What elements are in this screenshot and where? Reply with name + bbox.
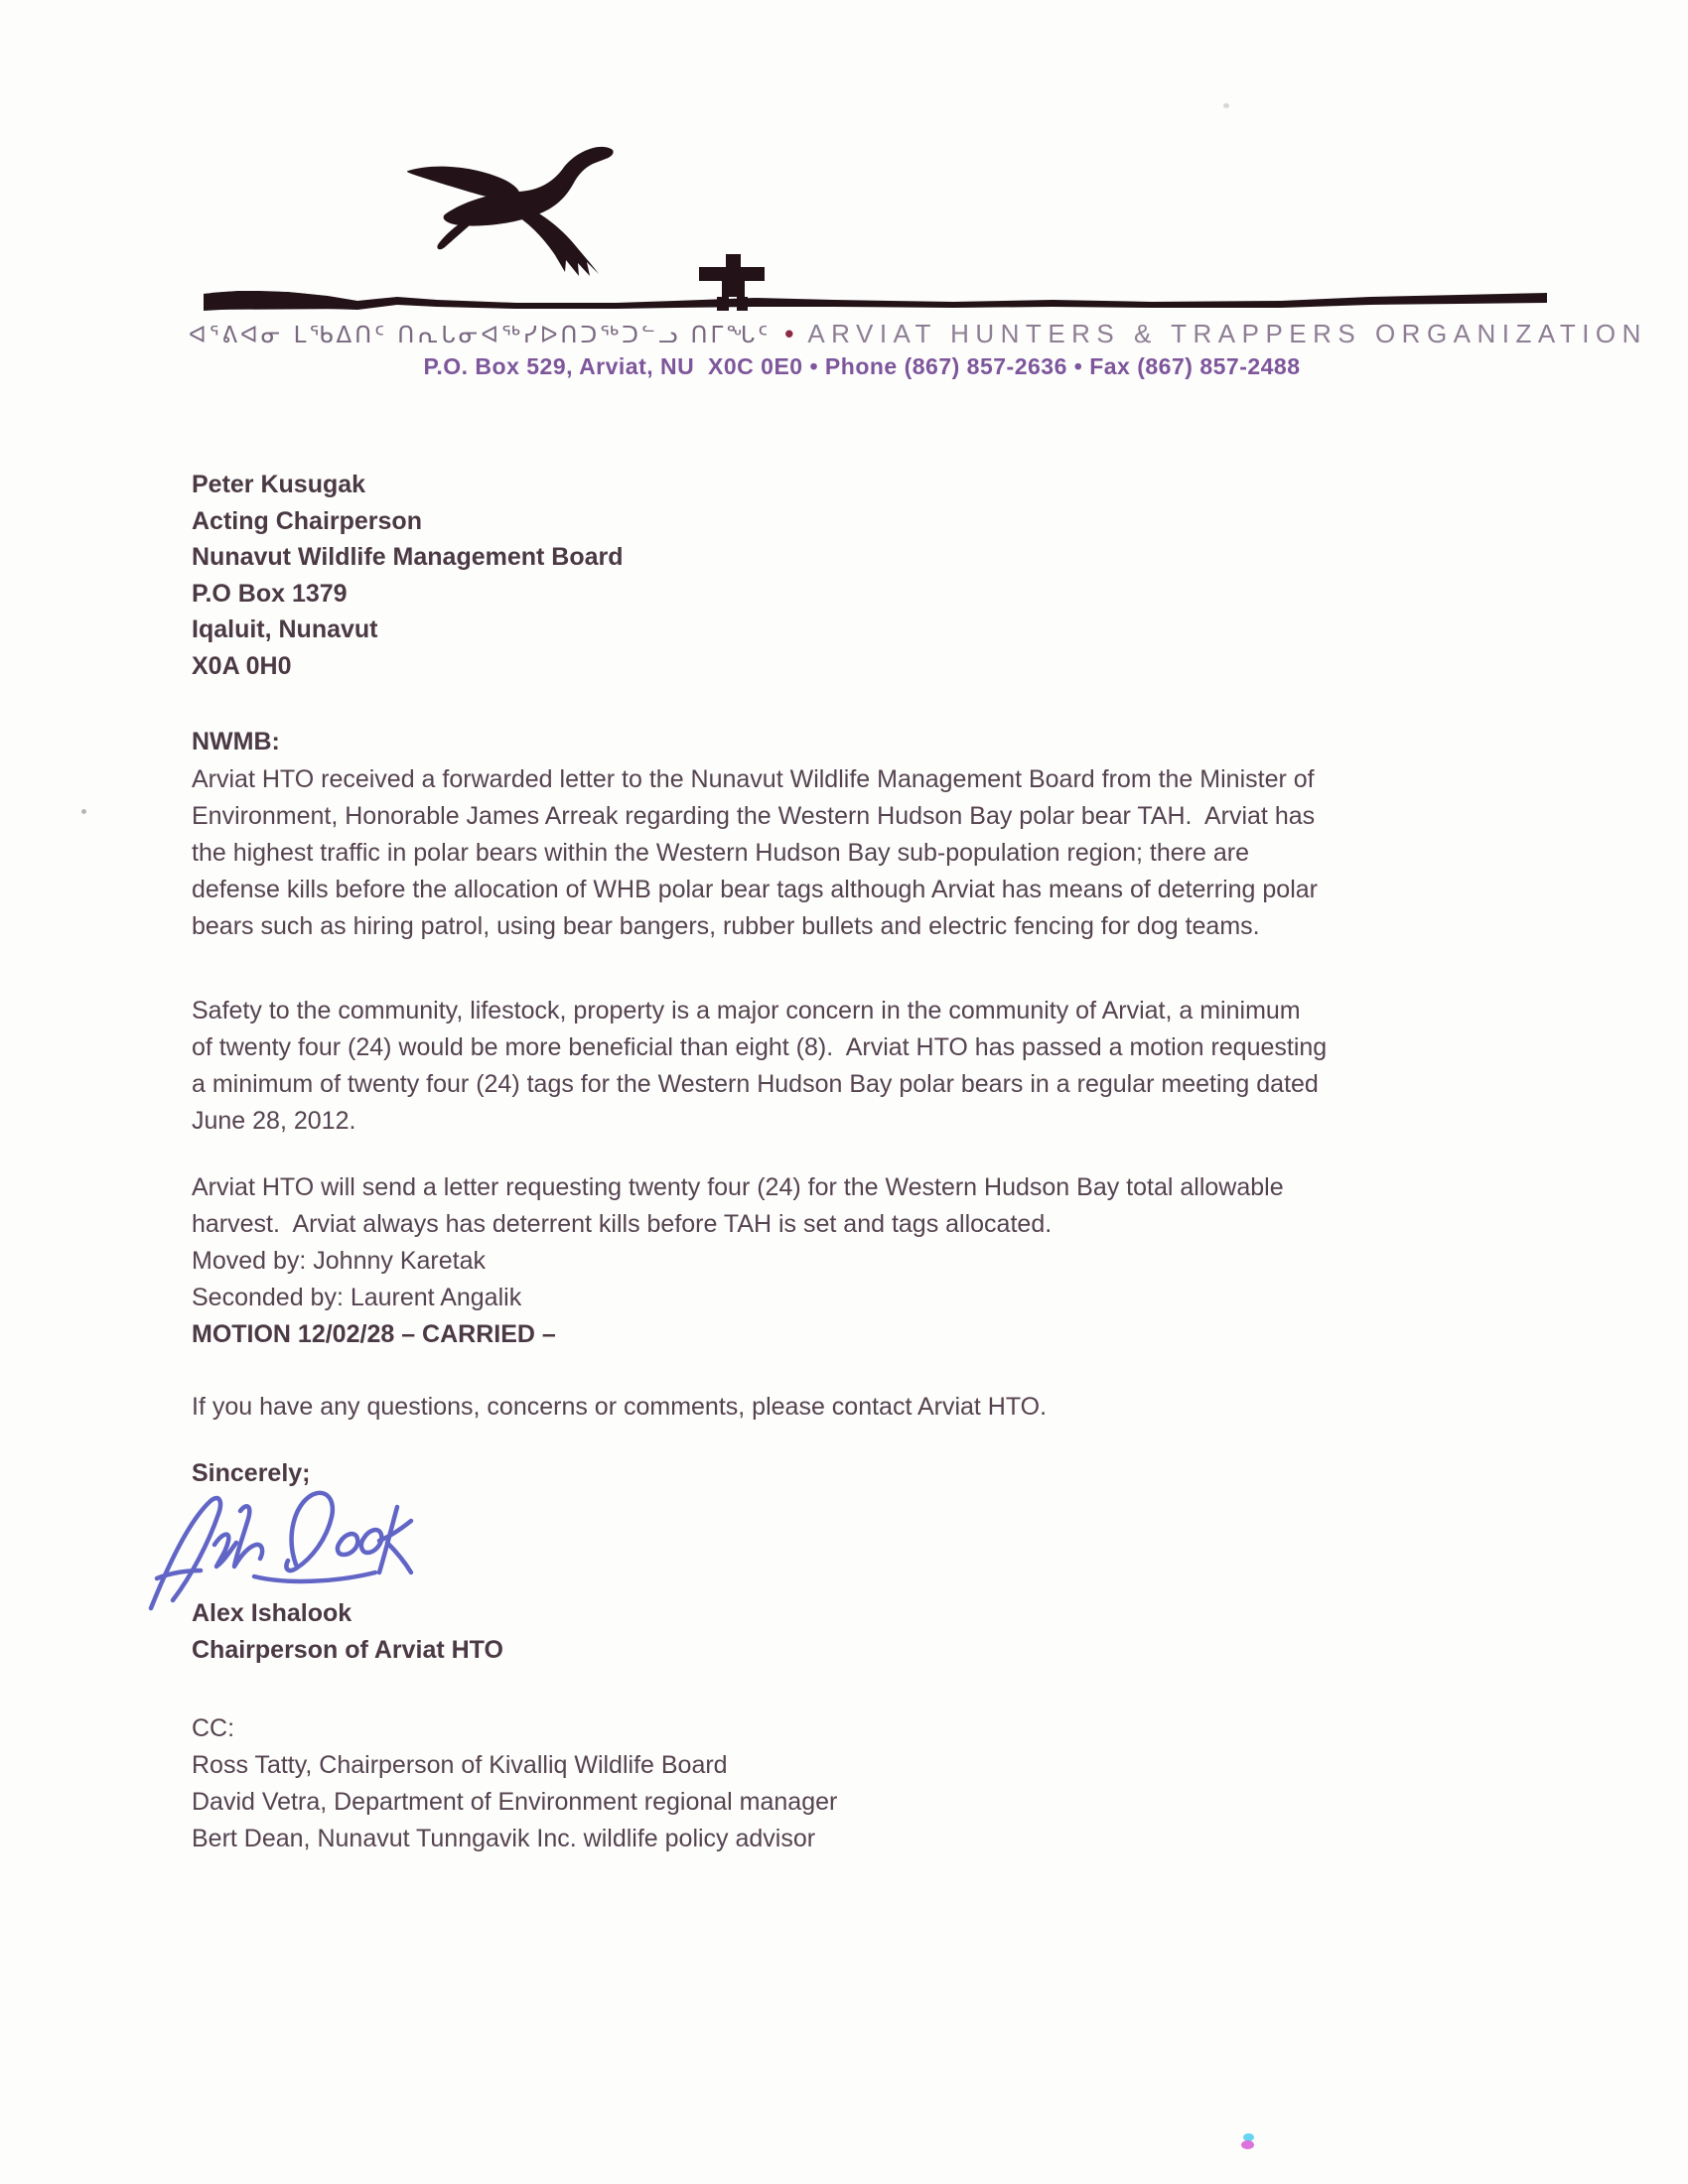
paragraph-line: Safety to the community, lifestock, property is a major concern in the community of Arviat, a minimum [192, 997, 1301, 1024]
recipient-title: Acting Chairperson [192, 506, 422, 535]
motion-number: MOTION 12/02/28 – CARRIED – [192, 1320, 556, 1348]
cc-block [192, 1710, 837, 1857]
paragraph-line: the highest traffic in polar bears within the Western Hudson Bay sub-population region; there are [192, 839, 1249, 867]
paragraph-line: harvest. Arviat always has deterrent kills before TAH is set and tags allocated. [192, 1210, 1053, 1238]
recipient-org: Nunavut Wildlife Management Board [192, 543, 624, 571]
recipient-city: Iqaluit, Nunavut [192, 615, 378, 643]
paragraph-line: Arviat HTO received a forwarded letter to the Nunavut Wildlife Management Board from the Minister of [192, 765, 1315, 793]
bullet-icon: • [784, 319, 794, 348]
paragraph-line: a minimum of twenty four (24) tags for the Western Hudson Bay polar bears in a regular meeting dated [192, 1070, 1319, 1098]
org-name: ARVIAT HUNTERS & TRAPPERS ORGANIZATION [807, 319, 1647, 348]
cc-entry: Ross Tatty, Chairperson of Kivalliq Wildlife Board [192, 1751, 728, 1779]
paragraph-line: Arviat HTO will send a letter requesting twenty four (24) for the Western Hudson Bay total allowable [192, 1173, 1284, 1201]
paragraph-3 [192, 1169, 1284, 1353]
paragraph-line: defense kills before the allocation of WHB polar bear tags although Arviat has means of deterring polar [192, 876, 1318, 903]
org-address-line: P.O. Box 529, Arviat, NU X0C 0E0 • Phone (867) 857-2636 • Fax (867) 857-2488 [423, 353, 1301, 379]
letterhead-name-line [189, 319, 1647, 349]
signoff: Sincerely; [192, 1459, 311, 1487]
cc-entry: David Vetra, Department of Environment regional manager [192, 1788, 838, 1816]
motion-seconded-by: Seconded by: Laurent Angalik [192, 1284, 522, 1311]
scan-speck-color [1241, 2140, 1254, 2149]
signer-block [192, 1595, 503, 1669]
letterhead-artwork [0, 0, 1688, 338]
signer-name: Alex Ishalook [192, 1599, 352, 1627]
recipient-address-block [192, 467, 624, 684]
motion-moved-by: Moved by: Johnny Karetak [192, 1247, 486, 1275]
recipient-po-box: P.O Box 1379 [192, 579, 348, 608]
scan-speck [81, 809, 86, 814]
goose-icon [407, 147, 614, 276]
paragraph-line: June 28, 2012. [192, 1107, 356, 1135]
paragraph-line: Environment, Honorable James Arreak regarding the Western Hudson Bay polar bear TAH. Arviat has [192, 802, 1316, 830]
paragraph-2 [192, 993, 1327, 1140]
paragraph-line: bears such as hiring patrol, using bear bangers, rubber bullets and electric fencing for dog teams. [192, 912, 1260, 940]
cc-entry: Bert Dean, Nunavut Tunngavik Inc. wildlife policy advisor [192, 1825, 816, 1852]
contact-line-text: If you have any questions, concerns or comments, please contact Arviat HTO. [192, 1393, 1048, 1421]
signer-title: Chairperson of Arviat HTO [192, 1636, 503, 1664]
paragraph-line: of twenty four (24) would be more beneficial than eight (8). Arviat HTO has passed a motion requesting [192, 1033, 1328, 1061]
signature-ink [151, 1493, 411, 1608]
contact-line [192, 1389, 1047, 1426]
recipient-postal-code: X0A 0H0 [192, 651, 292, 680]
horizon-line [204, 291, 1547, 311]
cc-label: CC: [192, 1714, 235, 1742]
org-name-syllabics: ᐊᕐᕕᐊᓂ ᒪᖃᐃᑎᑦ ᑎᕆᒐᓂᐊᖅᓯᐅᑎᑐᖅᑐᓪᓗ ᑎᒥᖓᑦ [189, 323, 772, 348]
horizon-hill [204, 291, 359, 310]
recipient-name: Peter Kusugak [192, 471, 366, 498]
scan-speck [1223, 103, 1229, 108]
salutation: NWMB: [192, 728, 280, 755]
paragraph-1 [192, 761, 1318, 945]
